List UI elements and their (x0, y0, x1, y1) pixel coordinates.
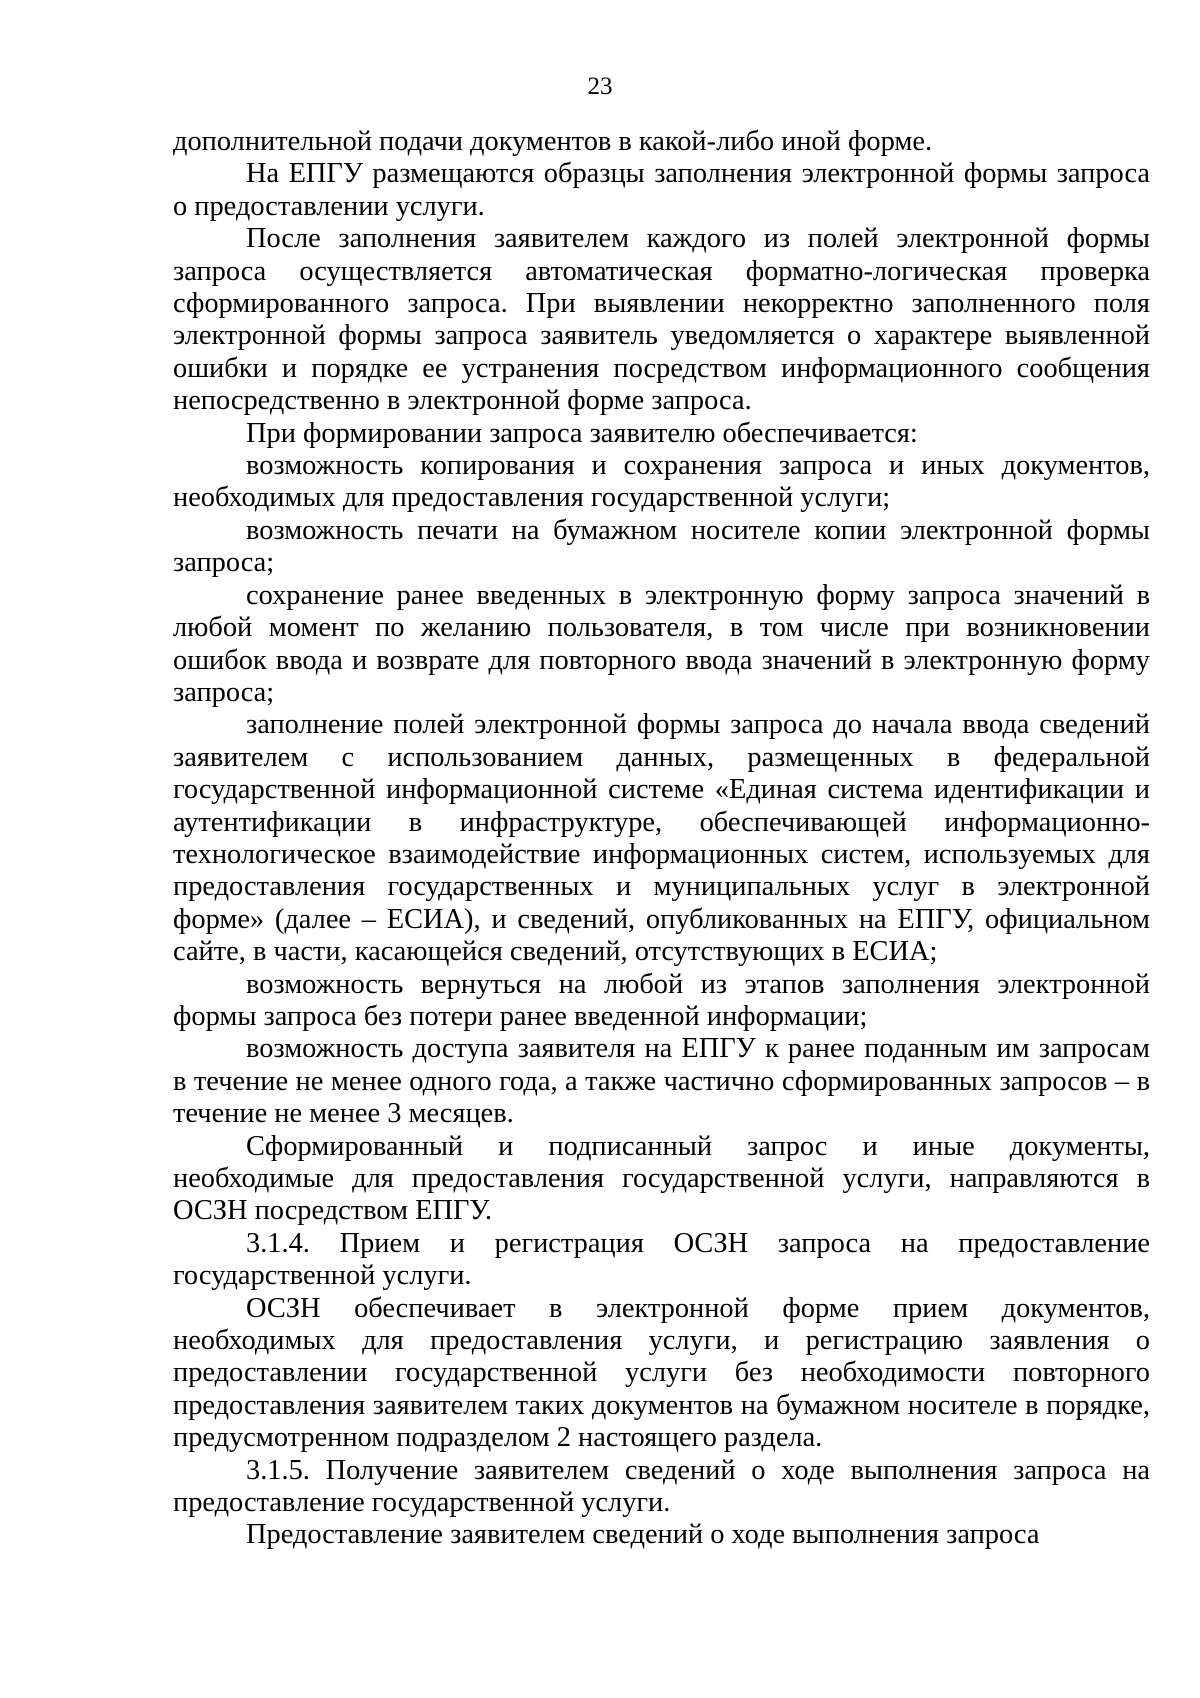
page-number: 23 (587, 73, 613, 100)
section-3-1-4-heading: 3.1.4. Прием и регистрация ОСЗН запроса на предоставление государственной услуги. (173, 1227, 1150, 1292)
paragraph-samples: На ЕПГУ размещаются образцы заполнения электронной формы запроса о предоставлении услуги. (173, 158, 1150, 222)
paragraph-format-check: После заполнения заявителем каждого из полей электронной формы запроса осуществляется автоматическая форматно-логическая проверка сформированного запроса. При выявлении некорректно заполненного поля электронной формы запроса заявитель уведомляется о характере выявленной ошибки и порядке ее устранения посредством информационного сообщения непосредственно в электронной форме запроса. (173, 223, 1150, 417)
document-body (173, 126, 1150, 1552)
list-item-access-requests: возможность доступа заявителя на ЕПГУ к ранее поданным им запросам в течение не менее одного года, а также частично сформированных запросов – в течение не менее 3 месяцев. (173, 1033, 1150, 1130)
list-item-return-step: возможность вернуться на любой из этапов заполнения электронной формы запроса без потери ранее введенной информации; (173, 968, 1150, 1032)
paragraph-status-info: Предоставление заявителем сведений о ходе выполнения запроса (246, 1519, 1040, 1551)
paragraph-oszn-acceptance: ОСЗН обеспечивает в электронной форме прием документов, необходимых для предоставления услуги, и регистрацию заявления о предоставлении государственной услуги без необходимости повторного предоставления заявителем таких документов на бумажном носителе в порядке, предусмотренном подразделом 2 настоящего раздела. (173, 1292, 1150, 1454)
paragraph-continuation: дополнительной подачи документов в какой-либо иной форме. (173, 126, 933, 157)
paragraph-submission: Сформированный и подписанный запрос и иные документы, необходимые для предоставления государственной услуги, направляются в ОСЗН посредством ЕПГУ. (173, 1130, 1150, 1227)
list-item-print: возможность печати на бумажном носителе копии электронной формы запроса; (173, 514, 1150, 579)
paragraph-provided-features: При формировании запроса заявителю обеспечивается: (246, 417, 918, 449)
list-item-prefill-esia: заполнение полей электронной формы запроса до начала ввода сведений заявителем с использованием данных, размещенных в федеральной государственной информационной системе «Единая система идентификации и аутентификации в инфраструктуре, обеспечивающей информационно-технологическое взаимодействие информационных систем, используемых для предоставления государственных и муниципальных услуг в электронной форме» (далее – ЕСИА), и сведений, опубликованных на ЕПГУ, официальном сайте, в части, касающейся сведений, отсутствующих в ЕСИА; (173, 709, 1150, 968)
list-item-copy-save: возможность копирования и сохранения запроса и иных документов, необходимых для предоставления государственной услуги; (173, 450, 1150, 514)
list-item-save-values: сохранение ранее введенных в электронную форму запроса значений в любой момент по желанию пользователя, в том числе при возникновении ошибок ввода и возврате для повторного ввода значений в электронную форму запроса; (173, 579, 1150, 708)
section-3-1-5-heading: 3.1.5. Получение заявителем сведений о ходе выполнения запроса на предоставление государственной услуги. (173, 1454, 1150, 1519)
